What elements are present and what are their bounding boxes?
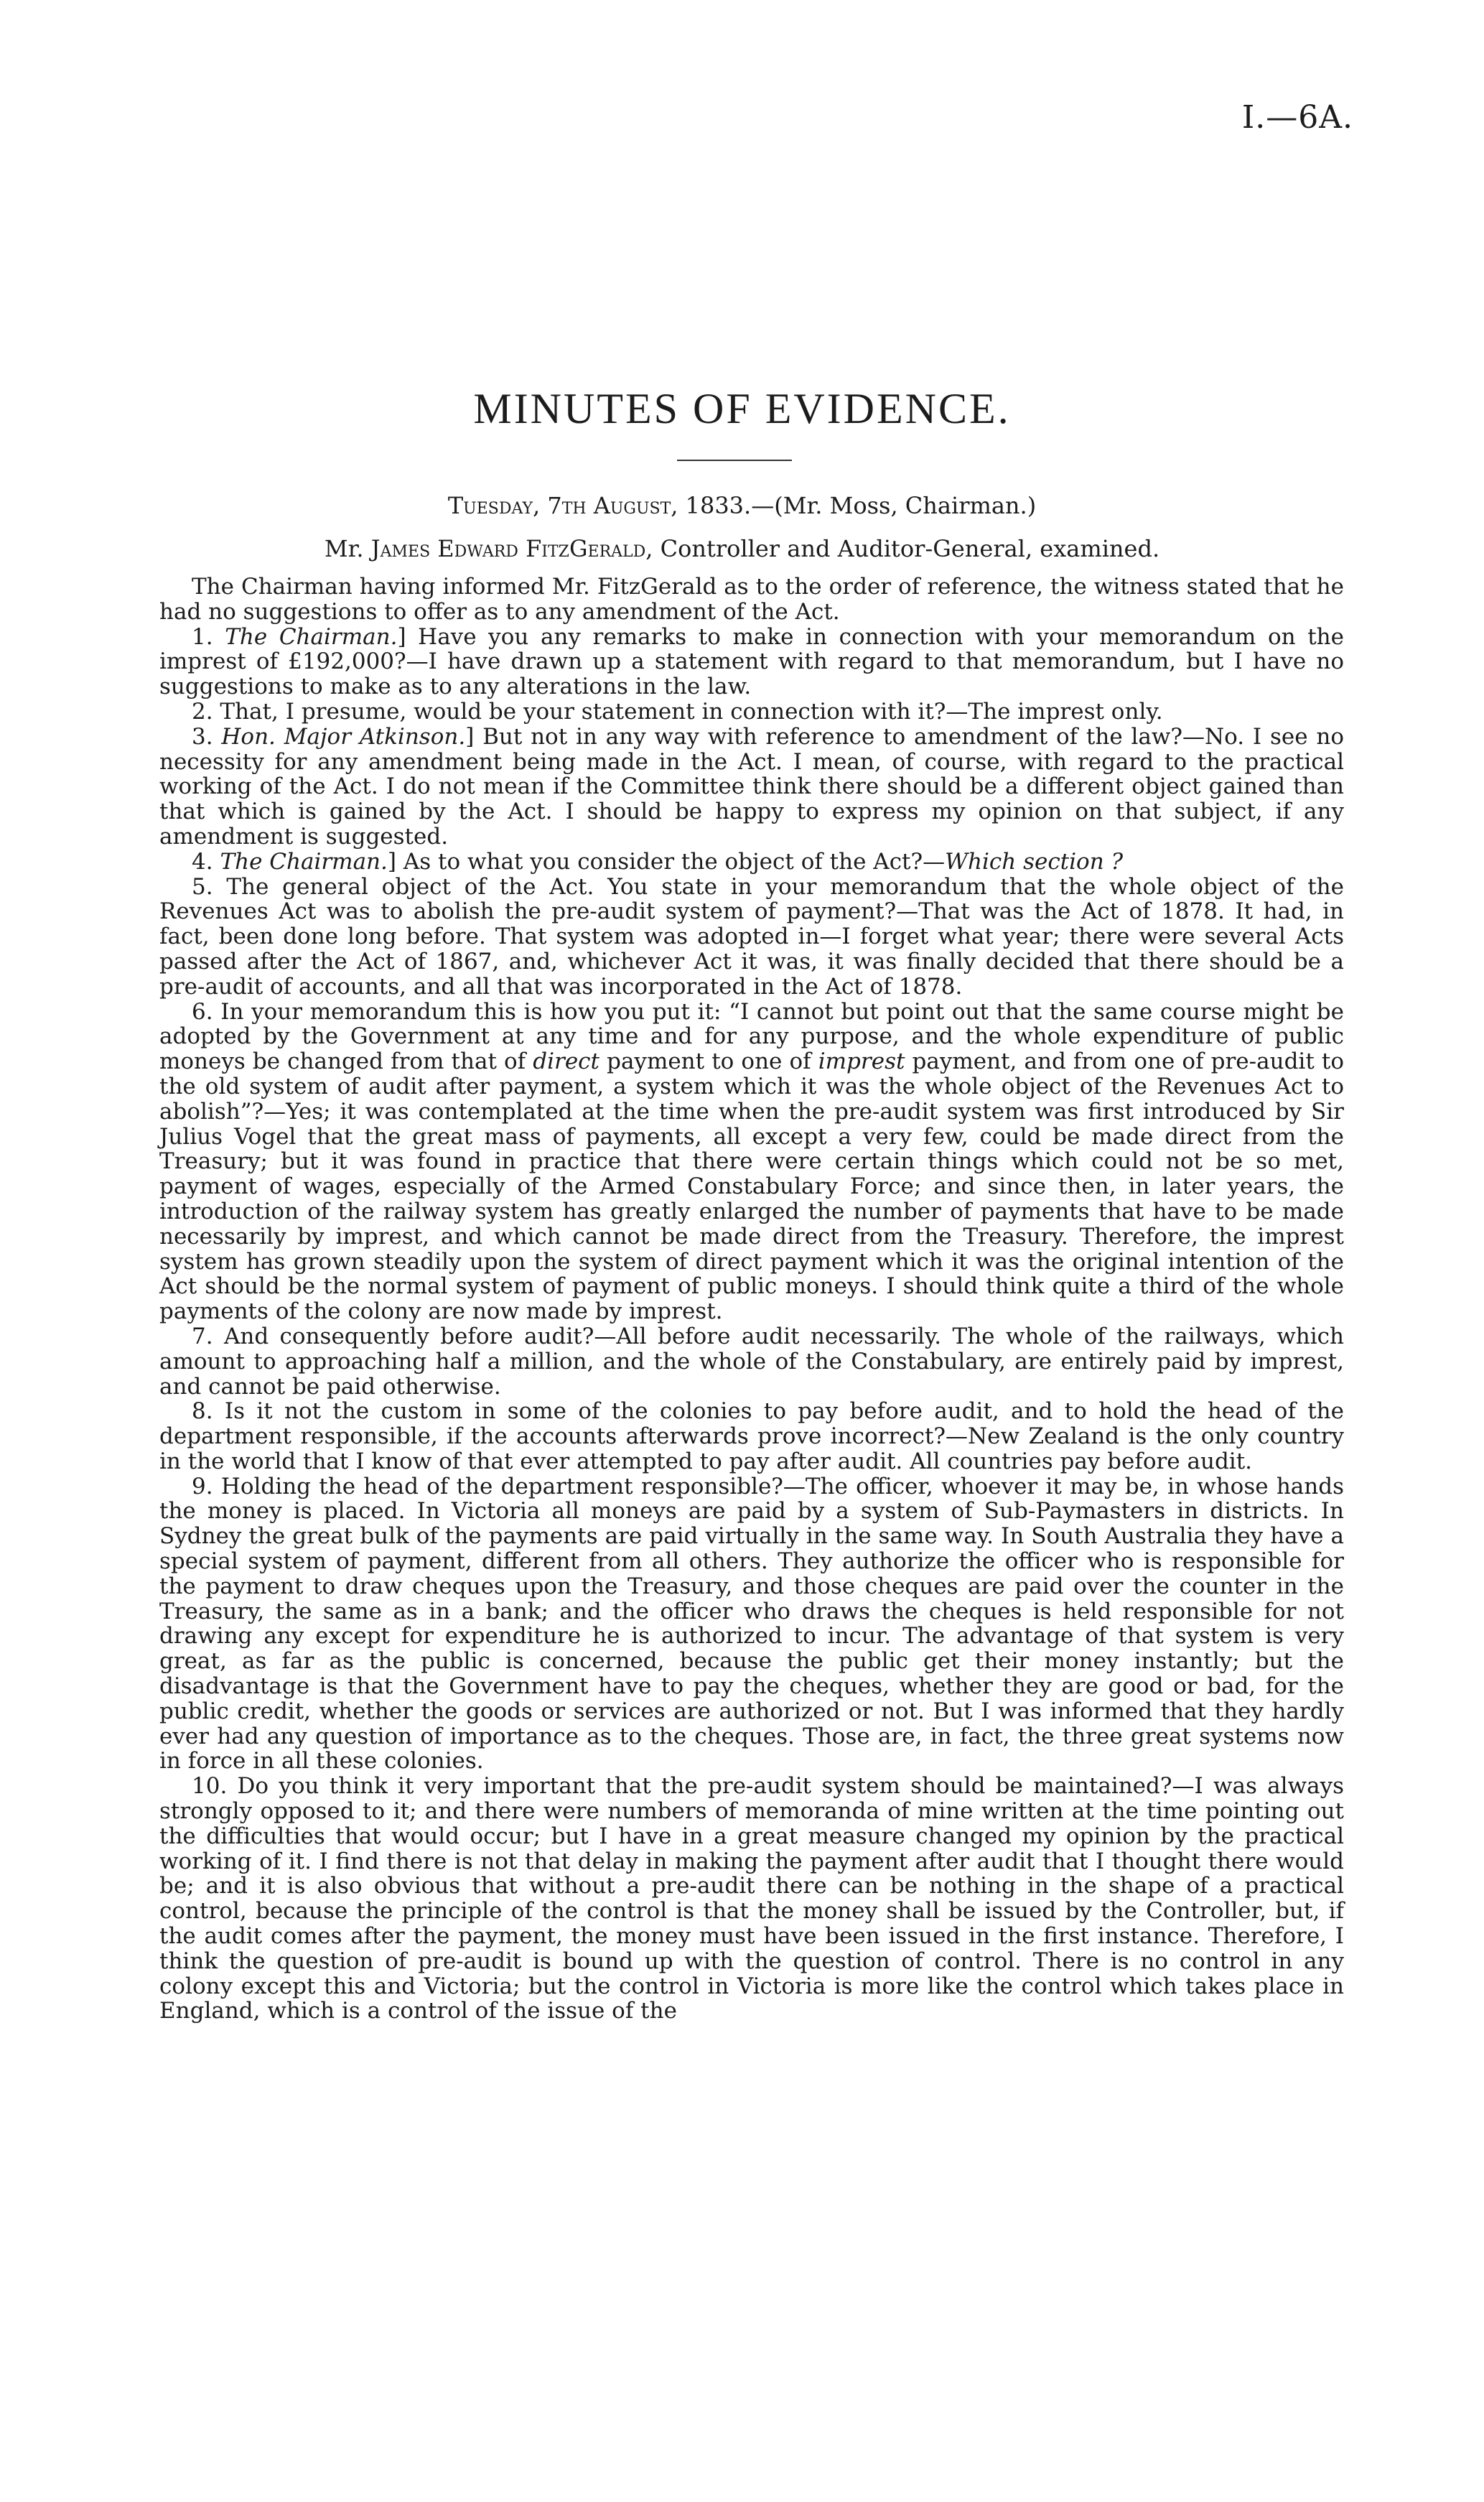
emphasis-imprest: imprest [818, 1048, 905, 1075]
intro-paragraph: The Chairman having informed Mr. FitzGerald as to the order of reference, the witness stated that he had no suggestions to offer as to any amendment of the Act. [159, 574, 1344, 625]
question-10: 10. Do you think it very important that the pre-audit system should be maintained?—I was always strongly opposed to it; and there were numbers of memoranda of mine written at the time pointing out the difficulties that would occur; but I have in a great measure changed my opinion by the practical working of it. I find there is not that delay in making the payment after audit that I thought there would be; and it is also obvious that without a pre-audit there can be nothing in the shape of a practical control, because the principle of the control is that the money shall be issued by the Controller, but, if the audit comes after the payment, the money must have been issued in the first instance. Therefore, I think the question of pre-audit is bound up with the question of control. There is no control in any colony except this and Victoria; but the control in Victoria is more like the control which takes place in England, which is a control of the issue of the [159, 1773, 1344, 2024]
question-text: payment, and from one of pre-audit to the old system of audit after payment, a system which it was the whole object of the Revenues Act to abolish”?—Yes; it was contemplated at the time when the pre-audit system was first introduced by Sir Julius Vogel that the great mass of payments, all except a very few, could be made direct from the Treasury; but it was found in practice that there were certain things which could not be so met, payment of wages, especially of the Armed Constabulary Force; and since then, in later years, the introduction of the railway system has greatly enlarged the number of payments that have to be made necessarily by imprest, and which cannot be made direct from the Treasury. Therefore, the imprest system has grown steadily upon the system of direct payment which it was the original intention of the Act should be the normal system of payment of public moneys. I should think quite a third of the whole payments of the colony are now made by imprest. [159, 1048, 1345, 1325]
session-day: Tuesday [447, 492, 533, 519]
witness-line [0, 535, 1484, 562]
question-3 [159, 725, 1344, 850]
question-number: 4. [192, 848, 220, 875]
question-8: 8. Is it not the custom in some of the colonies to pay before audit, and to hold the head of the department responsible, if the accounts afterwards prove incorrect?—New Zealand is the only country in the world that I know of that ever attempted to pay after audit. All countries pay before audit. [159, 1398, 1344, 1474]
page-reference: I.—6A. [1241, 99, 1353, 136]
witness-prefix: Mr. [324, 535, 371, 562]
question-text: ] Have you any remarks to make in connection with your memorandum on the imprest of £192,000?—I have drawn up a statement with regard to that memorandum, but I have no suggestions to make as to any alterations in the law. [159, 623, 1344, 700]
speaker-name: The Chairman. [220, 848, 388, 875]
evidence-body [159, 575, 1344, 2024]
page-title: MINUTES OF EVIDENCE. [473, 385, 1011, 432]
session-line: Tuesday, 7th August, 1833.—(Mr. Moss, Chairman.) [447, 492, 1037, 519]
question-4 [159, 850, 1344, 875]
question-text: ] But not in any way with reference to amendment of the law?—No. I see no necessity for any amendment being made in the Act. I mean, of course, with regard to the practical working of the Act. I do not mean if the Committee think there should be a different object gained than that which is gained by the Act. I should be happy to express my opinion on that subject, if any amendment is suggested. [159, 723, 1344, 850]
answer-text: Which section ? [945, 848, 1124, 875]
question-text: 6. In your memorandum this is how you put it: “I cannot but point out that the same course might be adopted by the Government at any time and for any purpose, and the whole expenditure of public moneys be changed from that of [159, 998, 1344, 1075]
question-5: 5. The general object of the Act. You state in your memorandum that the whole object of the Revenues Act was to abolish the pre-audit system of payment?—That was the Act of 1878. It had, in fact, been done long before. That system was adopted in—I forget what year; there were several Acts passed after the Act of 1867, and, whichever Act it was, it was finally decided that there should be a pre-audit of accounts, and all that was incorporated in the Act of 1878. [159, 873, 1344, 1000]
witness-name: James Edward FitzGerald [370, 535, 646, 562]
title-divider [677, 460, 792, 461]
question-9: 9. Holding the head of the department responsible?—The officer, whoever it may be, in whose hands the money is placed. In Victoria all moneys are paid by a system of Sub-Paymasters in districts. In Sydney the great bulk of the payments are paid virtually in the same way. In South Australia they have a special system of payment, different from all others. They authorize the officer who is responsible for the payment to draw cheques upon the Treasury, and those cheques are paid over the counter in the Treasury, the same as in a bank; and the officer who draws the cheques is held responsible for not drawing any except for expenditure he is authorized to incur. The advantage of that system is very great, as far as the public is concerned, because the public get their money instantly; but the disadvantage is that the Government have to pay the cheques, whether they are good or bad, for the public credit, whether the goods or services are authorized or not. But I was informed that they hardly ever had any question of importance as to the cheques. Those are, in fact, the three great systems now in force in all these colonies. [159, 1473, 1344, 1775]
speaker-name: The Chairman. [225, 623, 398, 650]
question-number: 3. [192, 723, 222, 750]
question-7: 7. And consequently before audit?—All before audit necessarily. The whole of the railways, which amount to approaching half a million, and the whole of the Constabulary, are entirely paid by imprest, and cannot be paid otherwise. [159, 1323, 1344, 1400]
question-text: ] As to what you consider the object of the Act?— [387, 848, 946, 875]
speaker-name: Hon. Major Atkinson. [221, 723, 466, 750]
session-rest: , 1833.—(Mr. Moss, Chairman.) [671, 492, 1037, 519]
emphasis-direct: direct [533, 1048, 599, 1075]
question-text: payment to one of [599, 1048, 818, 1075]
question-6 [159, 1000, 1344, 1324]
question-number: 1. [192, 623, 225, 650]
witness-rest: , Controller and Auditor-General, examined. [645, 535, 1160, 562]
question-1 [159, 625, 1344, 699]
session-date: 7th August [547, 492, 671, 519]
question-2: 2. That, I presume, would be your statement in connection with it?—The imprest only. [192, 698, 1163, 725]
